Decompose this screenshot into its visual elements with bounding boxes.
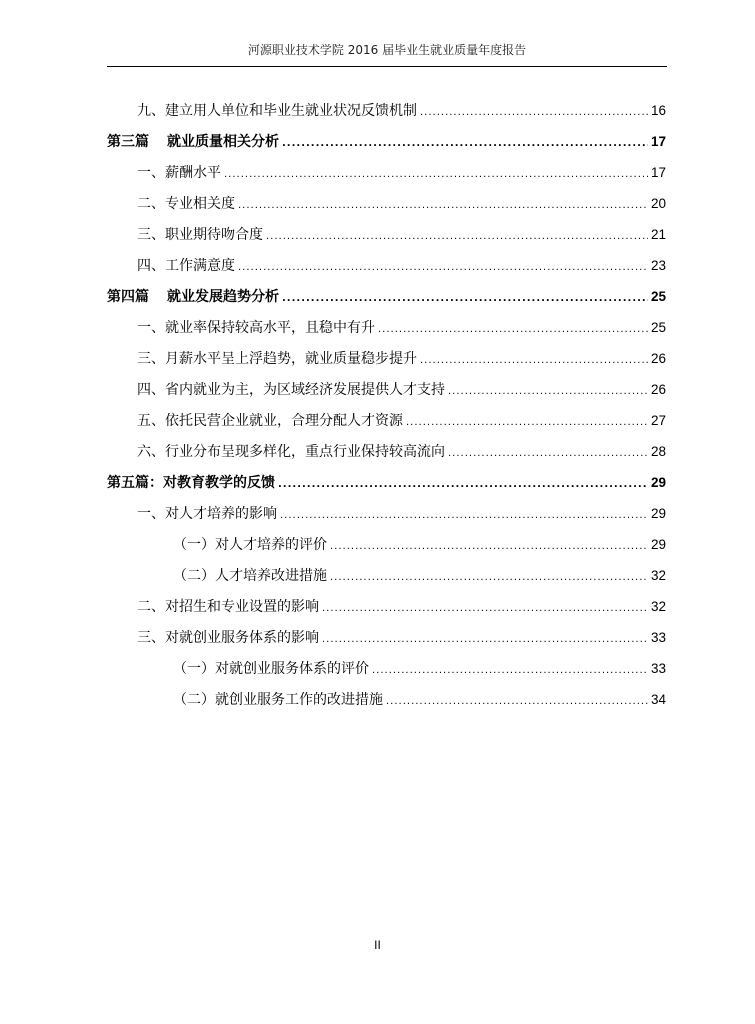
toc-entry[interactable] [107,370,666,400]
toc-entry-title: 三、对就创业服务体系的影响 [137,630,319,646]
toc-entry[interactable] [107,184,666,214]
toc-entry-title: （二）人才培养改进措施 [173,568,327,584]
toc-page-number: 29 [650,537,666,552]
toc-page-number: 20 [650,196,666,211]
leader-dots [266,229,648,245]
toc-page-number: 25 [650,289,666,304]
toc-page-number: 34 [650,692,666,707]
toc-page-number: 23 [650,258,666,273]
toc-entry[interactable] [107,494,666,524]
toc-page-number: 33 [650,661,666,676]
leader-dots [386,694,648,710]
leader-dots [238,260,648,276]
header-title: 河源职业技术学院 2016 届毕业生就业质量年度报告 [247,43,527,57]
toc-entry-title: 二、对招生和专业设置的影响 [137,599,319,615]
toc-entry[interactable] [107,339,666,369]
leader-dots [448,384,648,400]
leader-dots [322,632,648,648]
toc-chapter-entry[interactable] [107,463,666,493]
toc-entry-title: 第三篇 就业质量相关分析 [107,134,279,150]
toc-entry-title: 六、行业分布呈现多样化，重点行业保持较高流向 [137,444,445,460]
toc-page-number: 25 [650,320,666,335]
toc-subentry[interactable] [107,680,666,710]
toc-entry-title: 三、月薪水平呈上浮趋势，就业质量稳步提升 [137,351,417,367]
toc-page-number: 26 [650,351,666,366]
toc-subentry[interactable] [107,556,666,586]
toc-page-number: 17 [650,165,666,180]
toc-entry-title: 四、工作满意度 [137,258,235,274]
toc-entry-title: 一、就业率保持较高水平，且稳中有升 [137,320,375,336]
toc-entry[interactable] [107,246,666,276]
leader-dots [378,322,648,338]
toc-entry[interactable] [107,432,666,462]
toc-entry[interactable] [107,401,666,431]
leader-dots [280,508,648,524]
leader-dots [330,570,648,586]
leader-dots [238,198,648,214]
toc-subentry[interactable] [107,649,666,679]
toc-page-number: 21 [650,227,666,242]
leader-dots [282,136,648,152]
running-header [107,38,667,67]
toc-entry-title: 九、建立用人单位和毕业生就业状况反馈机制 [137,103,417,119]
toc-entry-title: （二）就创业服务工作的改进措施 [173,692,383,708]
toc-entry[interactable] [107,308,666,338]
toc-page-number: 29 [650,475,666,490]
leader-dots [406,415,648,431]
leader-dots [322,601,648,617]
toc-page-number: 32 [650,568,666,583]
toc-entry[interactable] [107,215,666,245]
toc-page-number: 27 [650,413,666,428]
toc-entry[interactable] [107,618,666,648]
toc-chapter-entry[interactable] [107,277,666,307]
toc-page-number: 28 [650,444,666,459]
toc-entry-title: 一、薪酬水平 [137,165,221,181]
leader-dots [278,477,648,493]
toc-page-number: 17 [650,134,666,149]
toc-entry-title: 三、职业期待吻合度 [137,227,263,243]
toc-page-number: 29 [650,506,666,521]
toc-entry-title: 第四篇 就业发展趋势分析 [107,289,279,305]
leader-dots [420,353,648,369]
toc-page-number: 26 [650,382,666,397]
toc-entry[interactable] [107,91,666,121]
toc-subentry[interactable] [107,525,666,555]
toc-page-number: 33 [650,630,666,645]
leader-dots [224,167,648,183]
toc-entry-title: 一、对人才培养的影响 [137,506,277,522]
leader-dots [330,539,648,555]
footer-page-number: II [374,938,381,952]
toc-entry-title: 五、依托民营企业就业，合理分配人才资源 [137,413,403,429]
leader-dots [420,105,648,121]
leader-dots [448,446,648,462]
page-footer [0,938,755,952]
toc-entry-title: （一）对人才培养的评价 [173,537,327,553]
leader-dots [282,291,648,307]
toc-page-number: 16 [650,103,666,118]
toc-entry[interactable] [107,153,666,183]
toc-chapter-entry[interactable] [107,122,666,152]
toc-entry-title: 二、专业相关度 [137,196,235,212]
leader-dots [372,663,648,679]
toc-entry[interactable] [107,587,666,617]
toc-entry-title: 第五篇：对教育教学的反馈 [107,475,275,491]
toc-page-number: 32 [650,599,666,614]
toc-entry-title: 四、省内就业为主，为区域经济发展提供人才支持 [137,382,445,398]
toc-entry-title: （一）对就创业服务体系的评价 [173,661,369,677]
